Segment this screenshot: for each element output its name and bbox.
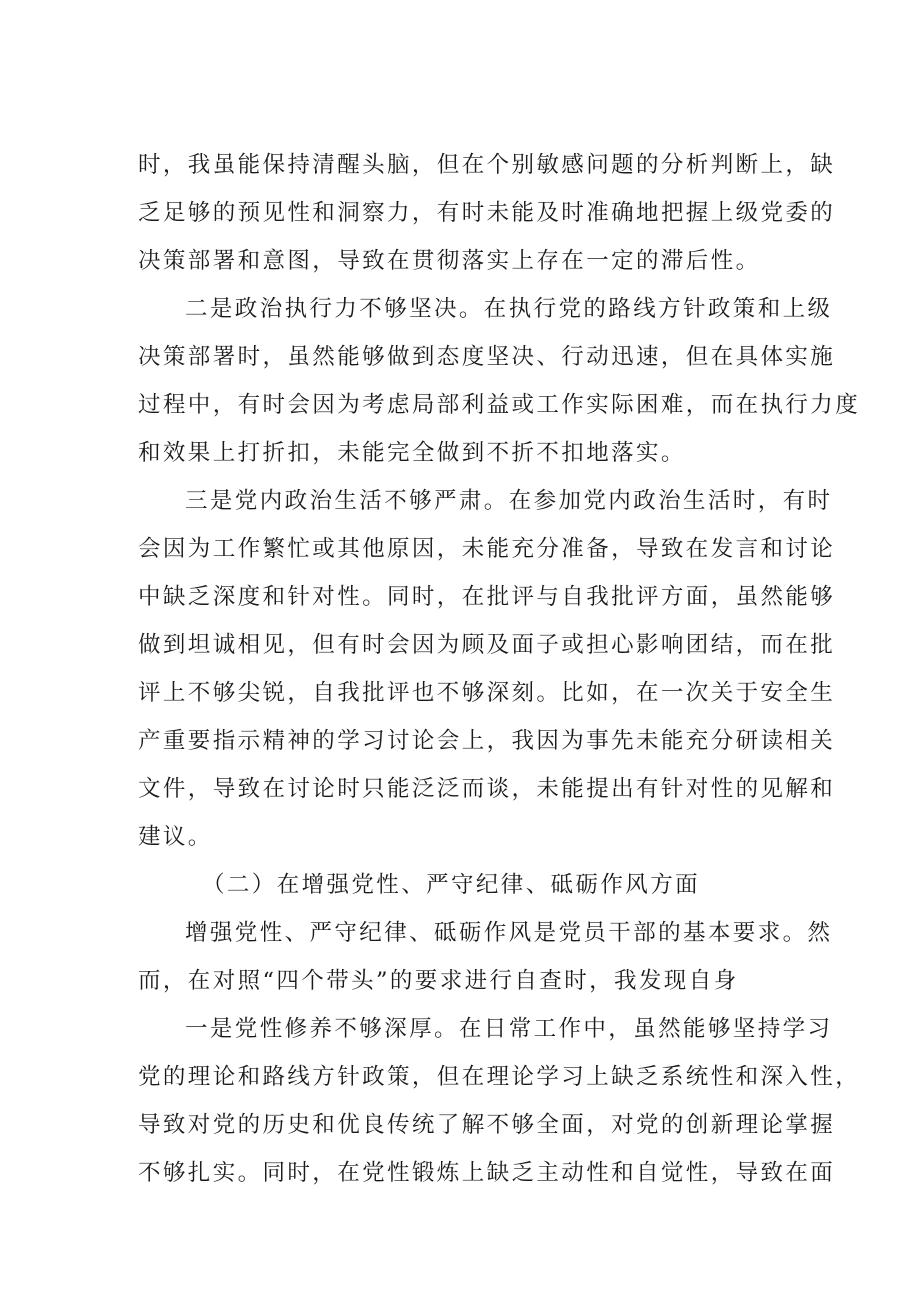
text-line: 决策部署时，虽然能够做到态度坚决、行动迅速，但在具体实施 [138, 344, 836, 370]
paragraph-start-line: 二是政治执行力不够坚决。在执行党的路线方针政策和上级 [185, 296, 833, 322]
paragraph-start-line: 增强党性、严守纪律、砥砺作风是党员干部的基本要求。然 [185, 920, 833, 946]
text-line: 产重要指示精神的学习讨论会上，我因为事先未能充分研读相关 [138, 728, 836, 754]
text-line: 评上不够尖锐，自我批评也不够深刻。比如，在一次关于安全生 [138, 680, 836, 706]
text-line: 决策部署和意图，导致在贯彻落实上存在一定的滞后性。 [138, 248, 761, 274]
text-line: 过程中，有时会因为考虑局部利益或工作实际困难，而在执行力度 [138, 392, 861, 418]
paragraph-start-line: 一是党性修养不够深厚。在日常工作中，虽然能够坚持学习 [185, 1016, 833, 1042]
text-line: 而，在对照“四个带头”的要求进行自查时，我发现自身 [138, 968, 739, 994]
text-line: 乏足够的预见性和洞察力，有时未能及时准确地把握上级党委的 [138, 200, 836, 226]
text-line: 时，我虽能保持清醒头脑，但在个别敏感问题的分析判断上，缺 [138, 152, 836, 178]
text-line: 导致对党的历史和优良传统了解不够全面，对党的创新理论掌握 [138, 1112, 836, 1138]
text-line: 中缺乏深度和针对性。同时，在批评与自我批评方面，虽然能够 [138, 584, 836, 610]
text-line: 不够扎实。同时，在党性锻炼上缺乏主动性和自觉性，导致在面 [138, 1160, 836, 1186]
text-line: 文件，导致在讨论时只能泛泛而谈，未能提出有针对性的见解和 [138, 776, 836, 802]
text-line: 建议。 [138, 824, 213, 850]
text-line: 和效果上打折扣，未能完全做到不折不扣地落实。 [138, 440, 686, 466]
section-heading: （二）在增强党性、严守纪律、砥砺作风方面 [202, 872, 701, 898]
paragraph-start-line: 三是党内政治生活不够严肃。在参加党内政治生活时，有时 [185, 488, 833, 514]
text-line: 会因为工作繁忙或其他原因，未能充分准备，导致在发言和讨论 [138, 536, 836, 562]
text-line: 做到坦诚相见，但有时会因为顾及面子或担心影响团结，而在批 [138, 632, 836, 658]
text-line: 党的理论和路线方针政策，但在理论学习上缺乏系统性和深入性， [138, 1064, 861, 1090]
